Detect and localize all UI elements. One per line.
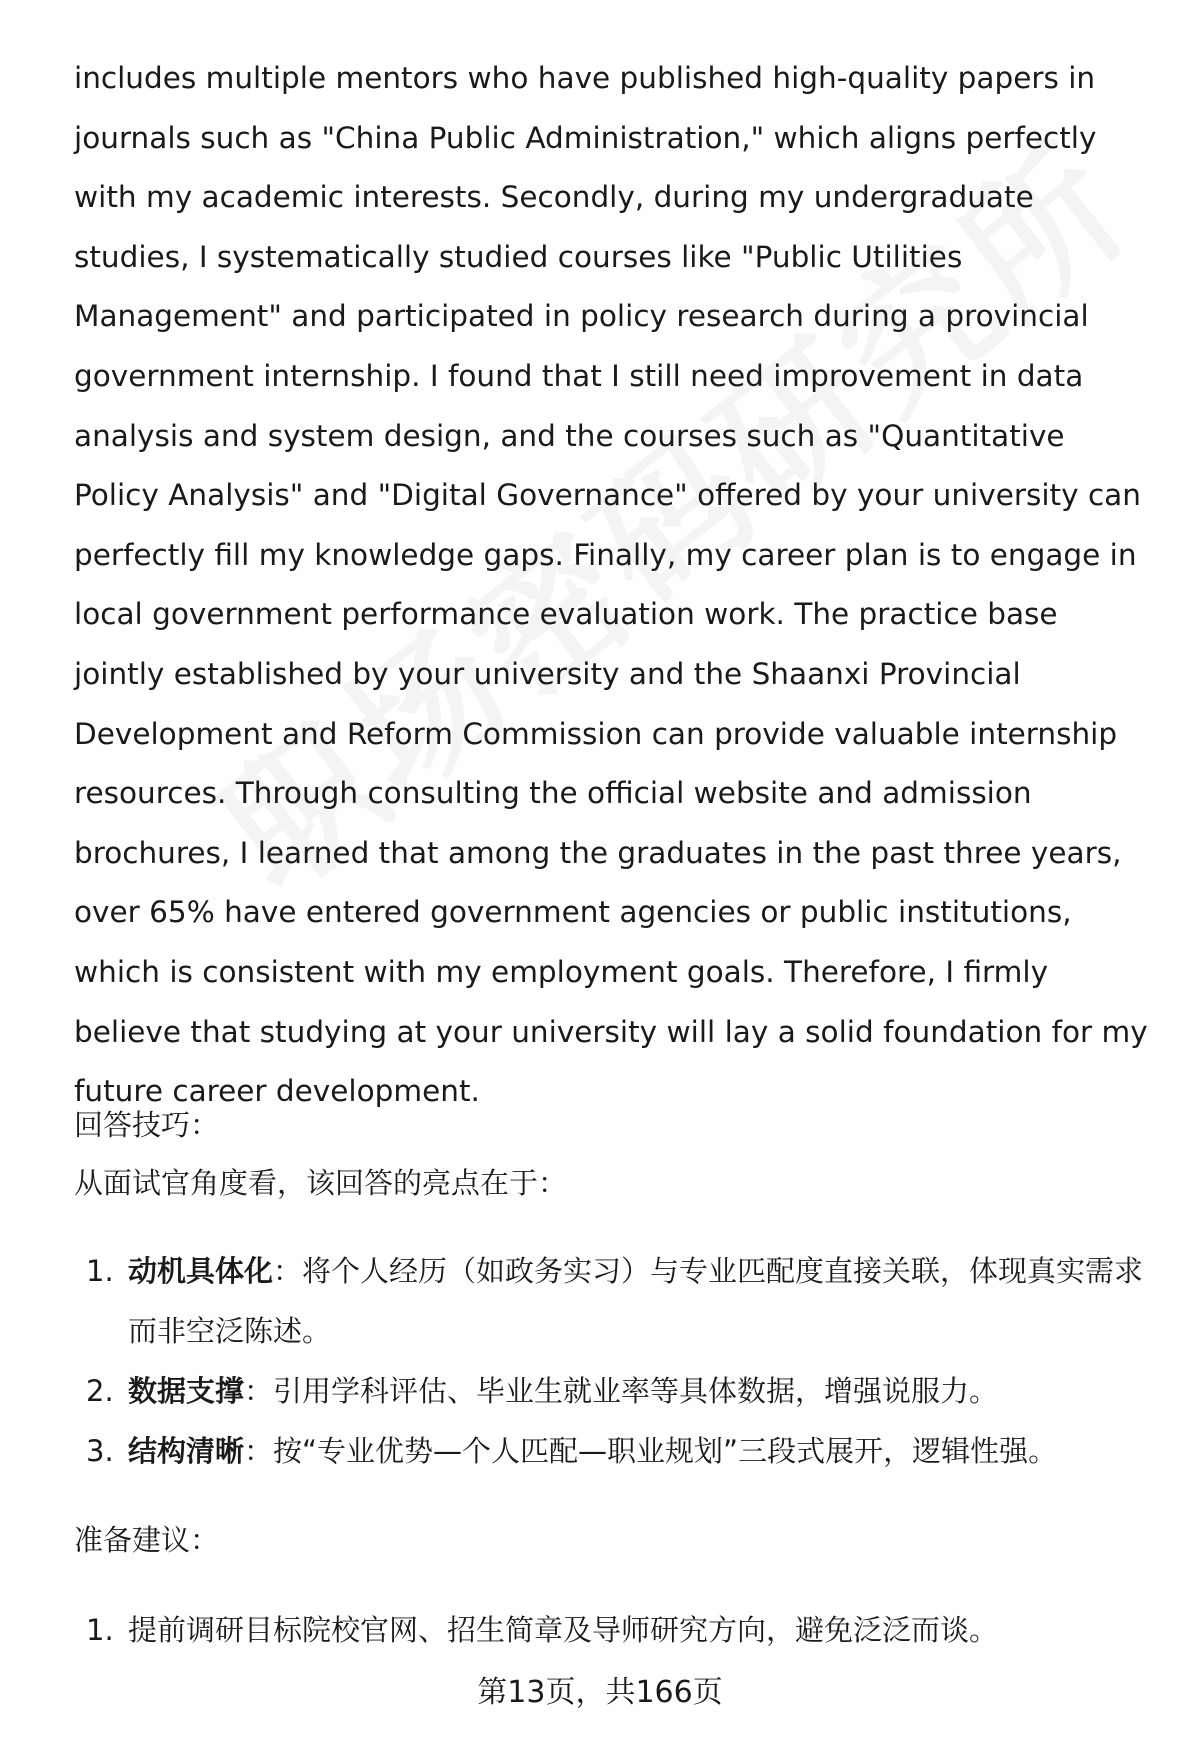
list-item-title: 数据支撑 bbox=[128, 1374, 245, 1408]
tips-list bbox=[74, 1241, 1154, 1481]
list-number: 1. bbox=[86, 1613, 114, 1647]
list-item-title: 动机具体化 bbox=[128, 1254, 274, 1288]
list-item-text: ：将个人经历（如政务实习）与专业匹配度直接关联，体现真实需求而非空泛陈述。 bbox=[128, 1254, 1144, 1348]
list-item bbox=[74, 1241, 1154, 1361]
list-item-text: 提前调研目标院校官网、招生简章及导师研究方向，避免泛泛而谈。 bbox=[128, 1613, 999, 1647]
list-item-text: ：按“专业优势—个人匹配—职业规划”三段式展开，逻辑性强。 bbox=[244, 1434, 1058, 1468]
list-item bbox=[74, 1421, 1154, 1481]
prep-label: 准备建议： bbox=[74, 1523, 220, 1557]
list-number: 3. bbox=[86, 1434, 114, 1468]
list-number: 2. bbox=[86, 1374, 114, 1408]
page-number: 第13页，共166页 bbox=[477, 1675, 723, 1710]
tips-intro: 从面试官角度看，该回答的亮点在于： bbox=[74, 1166, 568, 1200]
list-item-text: ：引用学科评估、毕业生就业率等具体数据，增强说服力。 bbox=[244, 1374, 999, 1408]
answer-paragraph: includes multiple mentors who have published high-quality papers in journals such as "China Public Administration," which aligns perfectly with my academic interests. Secondly, during my undergraduate studies, I systematically studied courses like "Public Utilities Management" and participated in policy research during a provincial government internship. I found that I still need improvement in data analysis and system design, and the courses such as "Quantitative Policy Analysis" and "Digital Governance" offered by your university can perfectly fill my knowledge gaps. Finally, my career plan is to engage in local government performance evaluation work. The practice base jointly established by your university and the Shaanxi Provincial Development and Reform Commission can provide valuable internship resources. Through consulting the official website and admission brochures, I learned that among the graduates in the past three years, over 65% have entered government agencies or public institutions, which is consistent with my employment goals. Therefore, I firmly believe that studying at your university will lay a solid foundation for my future career development. bbox=[74, 61, 1148, 1109]
prep-list bbox=[74, 1600, 1154, 1660]
list-number: 1. bbox=[86, 1254, 114, 1288]
list-item bbox=[74, 1361, 1154, 1421]
list-item bbox=[74, 1600, 1154, 1660]
list-item-title: 结构清晰 bbox=[128, 1434, 245, 1468]
tips-label: 回答技巧： bbox=[74, 1108, 220, 1142]
